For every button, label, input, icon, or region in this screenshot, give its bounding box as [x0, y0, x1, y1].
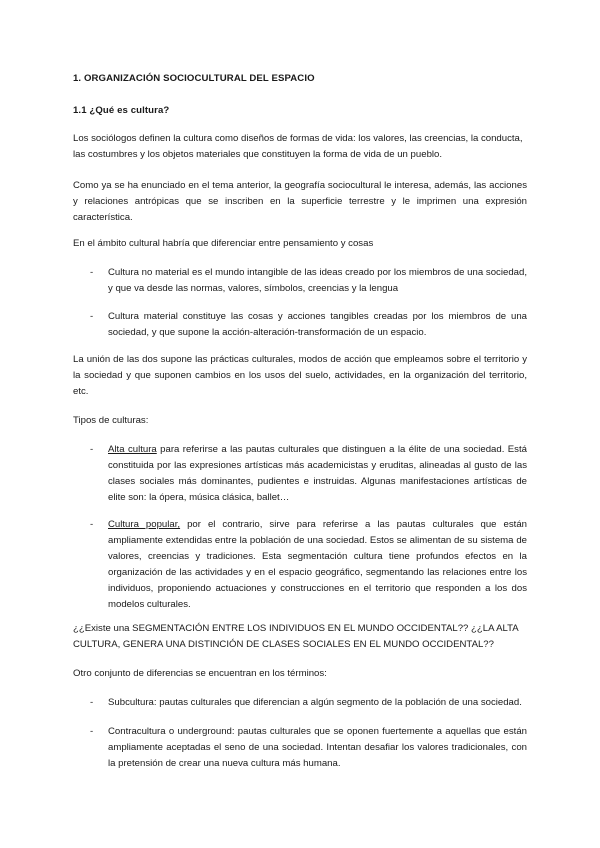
paragraph-distinction: En el ámbito cultural habría que diferenciar entre pensamiento y cosas — [73, 238, 374, 249]
definition-text: para referirse a las pautas culturales que distinguen a la élite de una sociedad. Está constituida por las expresiones artísticas más academicistas y eruditas, alineadas al gusto de las clases sociales más dominantes, pudientes e instruidas. Algunas manifestaciones artísticas de elite son: la ópera, música clásica, ballet… — [108, 444, 527, 503]
list-item-material — [90, 309, 527, 341]
list-dash: - — [90, 267, 94, 278]
paragraph-union: La unión de las dos supone las prácticas culturales, modos de acción que empleamos sobre el territorio y la sociedad y que suponen cambios en los usos del suelo, actividades, en la organización del territorio, etc. — [73, 354, 527, 397]
list-dash: - — [90, 444, 94, 455]
list-item-text: Cultura no material es el mundo intangible de las ideas creado por los miembros de una sociedad, y que va desde las normas, valores, símbolos, creencias y la lengua — [108, 267, 527, 294]
subsection-title: 1.1 ¿Qué es cultura? — [73, 105, 170, 116]
list-item-text: Subcultura: pautas culturales que diferencian a algún segmento de la población de una sociedad. — [108, 697, 522, 708]
paragraph-definition: Los sociólogos definen la cultura como diseños de formas de vida: los valores, las creencias, la conducta, las costumbres y los objetos materiales que constituyen la forma de vida de un pueblo. — [73, 133, 523, 160]
list-dash: - — [90, 519, 94, 530]
paragraph-types: Tipos de culturas: — [73, 415, 149, 426]
list-item-text — [108, 517, 527, 613]
paragraph-geography: Como ya se ha enunciado en el tema anterior, la geografía sociocultural le interesa, además, las acciones y relaciones antrópicas que se inscriben en la superficie terrestre y le imprimen una expresión característica. — [73, 180, 527, 223]
list-item-text: Contracultura o underground: pautas culturales que se oponen fuertemente a aquellas que están ampliamente aceptadas el seno de una sociedad. Intentan desafiar los valores tradicionales, con la pretensión de crear una nueva cultura más humana. — [108, 726, 527, 769]
list-dash: - — [90, 726, 94, 737]
question-paragraph: ¿¿Existe una SEGMENTACIÓN ENTRE LOS INDIVIDUOS EN EL MUNDO OCCIDENTAL?? ¿¿LA ALTA CULTURA, GENERA UNA DISTINCIÓN DE CLASES SOCIALES EN EL MUNDO OCCIDENTAL?? — [73, 623, 519, 650]
section-title: 1. ORGANIZACIÓN SOCIOCULTURAL DEL ESPACIO — [73, 73, 315, 84]
list-item-text: Cultura material constituye las cosas y acciones tangibles creadas por los miembros de una sociedad, y que supone la acción-alteración-transformación de un espacio. — [108, 311, 527, 338]
list-item-non-material — [90, 265, 527, 297]
list-item-subculture — [90, 695, 527, 711]
list-item-text — [108, 442, 527, 506]
list-item-high-culture — [90, 442, 527, 506]
term-high-culture: Alta cultura — [108, 444, 157, 455]
term-popular-culture: Cultura popular, — [108, 519, 181, 530]
list-item-counterculture — [90, 724, 527, 772]
paragraph-other-terms: Otro conjunto de diferencias se encuentran en los términos: — [73, 668, 327, 679]
list-dash: - — [90, 697, 94, 708]
list-item-popular-culture — [90, 517, 527, 613]
definition-text: por el contrario, sirve para referirse a las pautas culturales que están ampliamente extendidas entre la población de una sociedad. Estos se alimentan de su sistema de valores, creencias y tradiciones. Esta segmentación cultura tiene profundos efectos en la organización de las actividades y en el espacio geográfico, segmentando las relaciones entre los individuos, proponiendo actuaciones y construcciones en el territorio que responden a los dos modelos culturales. — [108, 519, 527, 610]
list-dash: - — [90, 311, 94, 322]
